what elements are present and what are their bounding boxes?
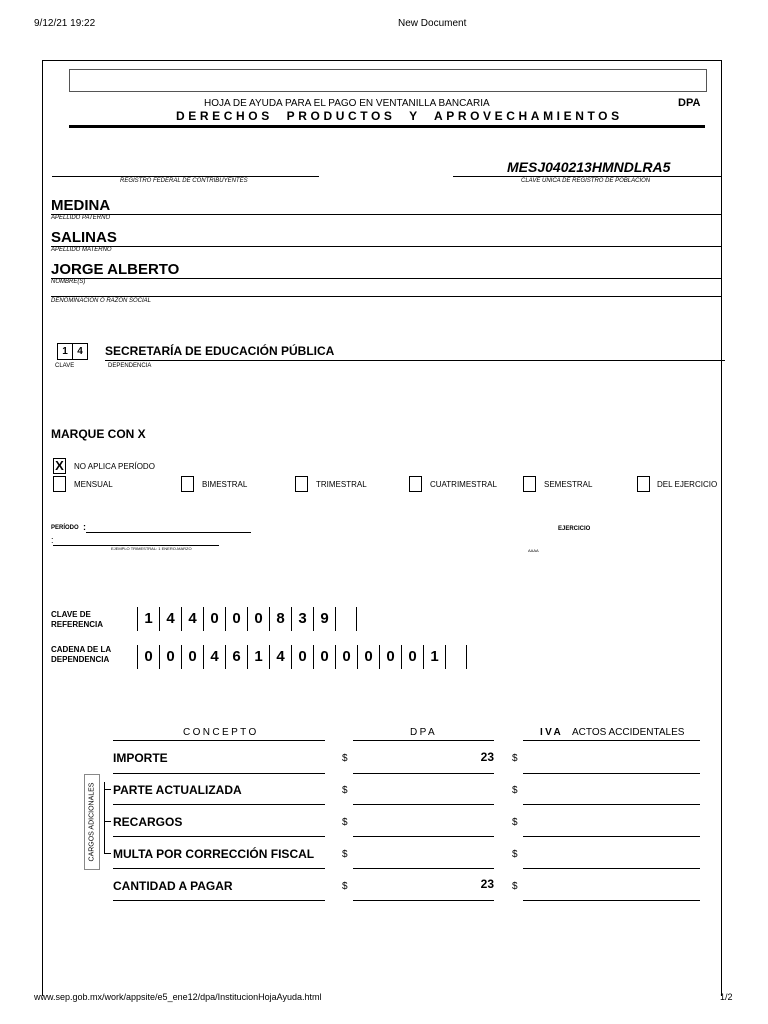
reference-digit: 1 <box>137 607 159 631</box>
bracket-tick <box>104 853 111 854</box>
cadena-dependencia-digits <box>137 645 467 669</box>
dpa-amount-underline <box>353 900 494 901</box>
periodo-example: EJEMPLO TRIMESTRAL: 1 ENERO-MARZO <box>111 546 192 551</box>
cuatrimestral-label: CUATRIMESTRAL <box>430 480 497 489</box>
col-iva-subheader: ACTOS ACCIDENTALES <box>572 727 685 738</box>
concept-row-underline <box>113 804 325 805</box>
semestral-checkbox[interactable] <box>523 476 536 492</box>
clave-referencia-digits <box>137 607 357 631</box>
clave-referencia-label-line: CLAVE DE <box>51 610 91 619</box>
reference-digit: 3 <box>291 607 313 631</box>
mensual-checkbox[interactable] <box>53 476 66 492</box>
no-aplica-checkbox[interactable]: X <box>53 458 66 474</box>
reference-digit <box>335 607 357 631</box>
curp-line <box>453 176 721 177</box>
no-aplica-label: NO APLICA PERÍODO <box>74 462 155 471</box>
trimestral-checkbox[interactable] <box>295 476 308 492</box>
company-name-line <box>51 296 721 297</box>
iva-currency: $ <box>512 817 518 828</box>
dpa-amount-underline <box>353 836 494 837</box>
dpa-currency: $ <box>342 849 348 860</box>
periodo-colon: : <box>83 522 86 532</box>
dpa-currency: $ <box>342 881 348 892</box>
periodo-label: PERÍODO <box>51 525 79 531</box>
reference-digit: 4 <box>159 607 181 631</box>
reference-digit: 0 <box>225 607 247 631</box>
concept-row-label: MULTA POR CORRECCIÓN FISCAL <box>113 847 315 861</box>
dpa-currency: $ <box>342 785 348 796</box>
form-title: DERECHOS PRODUCTOS Y APROVECHAMIENTOS <box>176 109 623 123</box>
form-code: DPA <box>678 97 701 109</box>
concept-row-underline <box>113 836 325 837</box>
reference-digit: 9 <box>313 607 335 631</box>
bracket-tick <box>104 789 111 790</box>
chain-digit: 1 <box>423 645 445 669</box>
form-frame-left <box>42 60 43 996</box>
reference-digit: 0 <box>247 607 269 631</box>
dpa-amount-underline <box>353 773 494 774</box>
bimestral-checkbox[interactable] <box>181 476 194 492</box>
chain-digit: 0 <box>159 645 181 669</box>
cargos-adicionales-label: CARGOS ADICIONALES <box>88 782 96 862</box>
iva-currency: $ <box>512 881 518 892</box>
concept-row-label: IMPORTE <box>113 751 168 765</box>
cadena-dependencia-label-line: CADENA DE LA <box>51 645 112 654</box>
rfc-line <box>52 176 319 177</box>
iva-amount-underline <box>523 836 700 837</box>
chain-digit: 0 <box>357 645 379 669</box>
iva-currency: $ <box>512 785 518 796</box>
dpa-currency: $ <box>342 753 348 764</box>
iva-amount-underline <box>523 804 700 805</box>
col-iva-underline <box>523 740 700 741</box>
chain-digit: 4 <box>203 645 225 669</box>
concept-row-label: CANTIDAD A PAGAR <box>113 879 233 893</box>
dependency-line <box>105 360 725 361</box>
concept-row-label: PARTE ACTUALIZADA <box>113 783 242 797</box>
maternal-surname-line <box>51 246 721 247</box>
ejercicio-hint: AAAA <box>528 548 539 553</box>
chain-digit: 0 <box>137 645 159 669</box>
iva-amount-underline <box>523 900 700 901</box>
cadena-dependencia-label-line: DEPENDENCIA <box>51 655 110 664</box>
mark-with-x-heading: MARQUE CON X <box>51 427 146 441</box>
form-frame-right <box>721 60 722 996</box>
maternal-surname-label: APELLIDO MATERNO <box>51 247 112 253</box>
dependency-key-label: CLAVE <box>55 363 75 369</box>
chain-digit: 0 <box>401 645 423 669</box>
col-concepto-underline <box>113 740 325 741</box>
semestral-label: SEMESTRAL <box>544 480 593 489</box>
curp-label: CLAVE ÚNICA DE REGISTRO DE POBLACIÓN <box>521 178 651 184</box>
print-datetime: 9/12/21 19:22 <box>34 18 96 29</box>
col-concepto-header: CONCEPTO <box>183 727 259 738</box>
clave-referencia-label-line: REFERENCIA <box>51 620 104 629</box>
cadena-dependencia-label <box>51 645 111 665</box>
print-footer-page: 1/2 <box>720 992 733 1002</box>
concept-row-label: RECARGOS <box>113 815 183 829</box>
curp-value: MESJ040213HMNDLRA5 <box>507 159 671 175</box>
col-dpa-header: DPA <box>410 727 438 738</box>
form-frame-top <box>42 60 722 61</box>
dependency-key-digit: 4 <box>77 346 83 357</box>
chain-digit: 4 <box>269 645 291 669</box>
bracket-tick <box>104 821 111 822</box>
concept-row-underline <box>113 900 325 901</box>
reference-digit: 8 <box>269 607 291 631</box>
chain-digit <box>445 645 467 669</box>
chain-digit: 0 <box>379 645 401 669</box>
chain-digit: 1 <box>247 645 269 669</box>
dpa-currency: $ <box>342 817 348 828</box>
dpa-amount: 23 <box>480 750 494 764</box>
given-names-label: NOMBRE(S) <box>51 279 86 285</box>
concept-row-underline <box>113 868 325 869</box>
iva-currency: $ <box>512 753 518 764</box>
periodo-colon-2: : <box>51 535 54 545</box>
dependency-name: SECRETARÍA DE EDUCACIÓN PÚBLICA <box>105 344 335 358</box>
form-subtitle: HOJA DE AYUDA PARA EL PAGO EN VENTANILLA BANCARIA <box>204 98 490 109</box>
concept-row-underline <box>113 773 325 774</box>
maternal-surname-value: SALINAS <box>51 229 117 246</box>
rfc-label: REGISTRO FEDERAL DE CONTRIBUYENTES <box>120 178 248 184</box>
clave-referencia-label <box>51 610 103 630</box>
iva-amount-underline <box>523 773 700 774</box>
reference-digit: 0 <box>203 607 225 631</box>
ejercicio-label: EJERCICIO <box>558 526 591 532</box>
dependency-key-digit: 1 <box>58 344 73 359</box>
given-names-line <box>51 278 721 279</box>
title-underline <box>69 125 705 128</box>
given-names-value: JORGE ALBERTO <box>51 261 180 278</box>
dpa-amount: 23 <box>480 877 494 891</box>
col-dpa-underline <box>353 740 494 741</box>
chain-digit: 6 <box>225 645 247 669</box>
dependency-name-label: DEPENDENCIA <box>108 363 152 369</box>
iva-amount-underline <box>523 868 700 869</box>
chain-digit: 0 <box>313 645 335 669</box>
cargos-bracket-line <box>104 782 105 854</box>
chain-digit: 0 <box>335 645 357 669</box>
reference-digit: 4 <box>181 607 203 631</box>
periodo-line <box>86 532 251 533</box>
paternal-surname-value: MEDINA <box>51 197 111 214</box>
company-name-label: DENOMINACIÓN O RAZÓN SOCIAL <box>51 298 152 304</box>
iva-currency: $ <box>512 849 518 860</box>
dpa-amount-underline <box>353 868 494 869</box>
bimestral-label: BIMESTRAL <box>202 480 248 489</box>
del-ejercicio-label: DEL EJERCICIO <box>657 480 718 489</box>
form-top-box <box>69 69 707 92</box>
chain-digit: 0 <box>291 645 313 669</box>
cuatrimestral-checkbox[interactable] <box>409 476 422 492</box>
dependency-key-box <box>57 343 88 360</box>
del-ejercicio-checkbox[interactable] <box>637 476 650 492</box>
print-document-title: New Document <box>398 18 467 29</box>
chain-digit: 0 <box>181 645 203 669</box>
dpa-amount-underline <box>353 804 494 805</box>
paternal-surname-line <box>51 214 721 215</box>
mensual-label: MENSUAL <box>74 480 113 489</box>
trimestral-label: TRIMESTRAL <box>316 480 367 489</box>
print-footer-url: www.sep.gob.mx/work/appsite/e5_ene12/dpa/InstitucionHojaAyuda.html <box>34 992 322 1002</box>
col-iva-header: IVA <box>540 727 564 738</box>
paternal-surname-label: APELLIDO PATERNO <box>51 215 111 221</box>
